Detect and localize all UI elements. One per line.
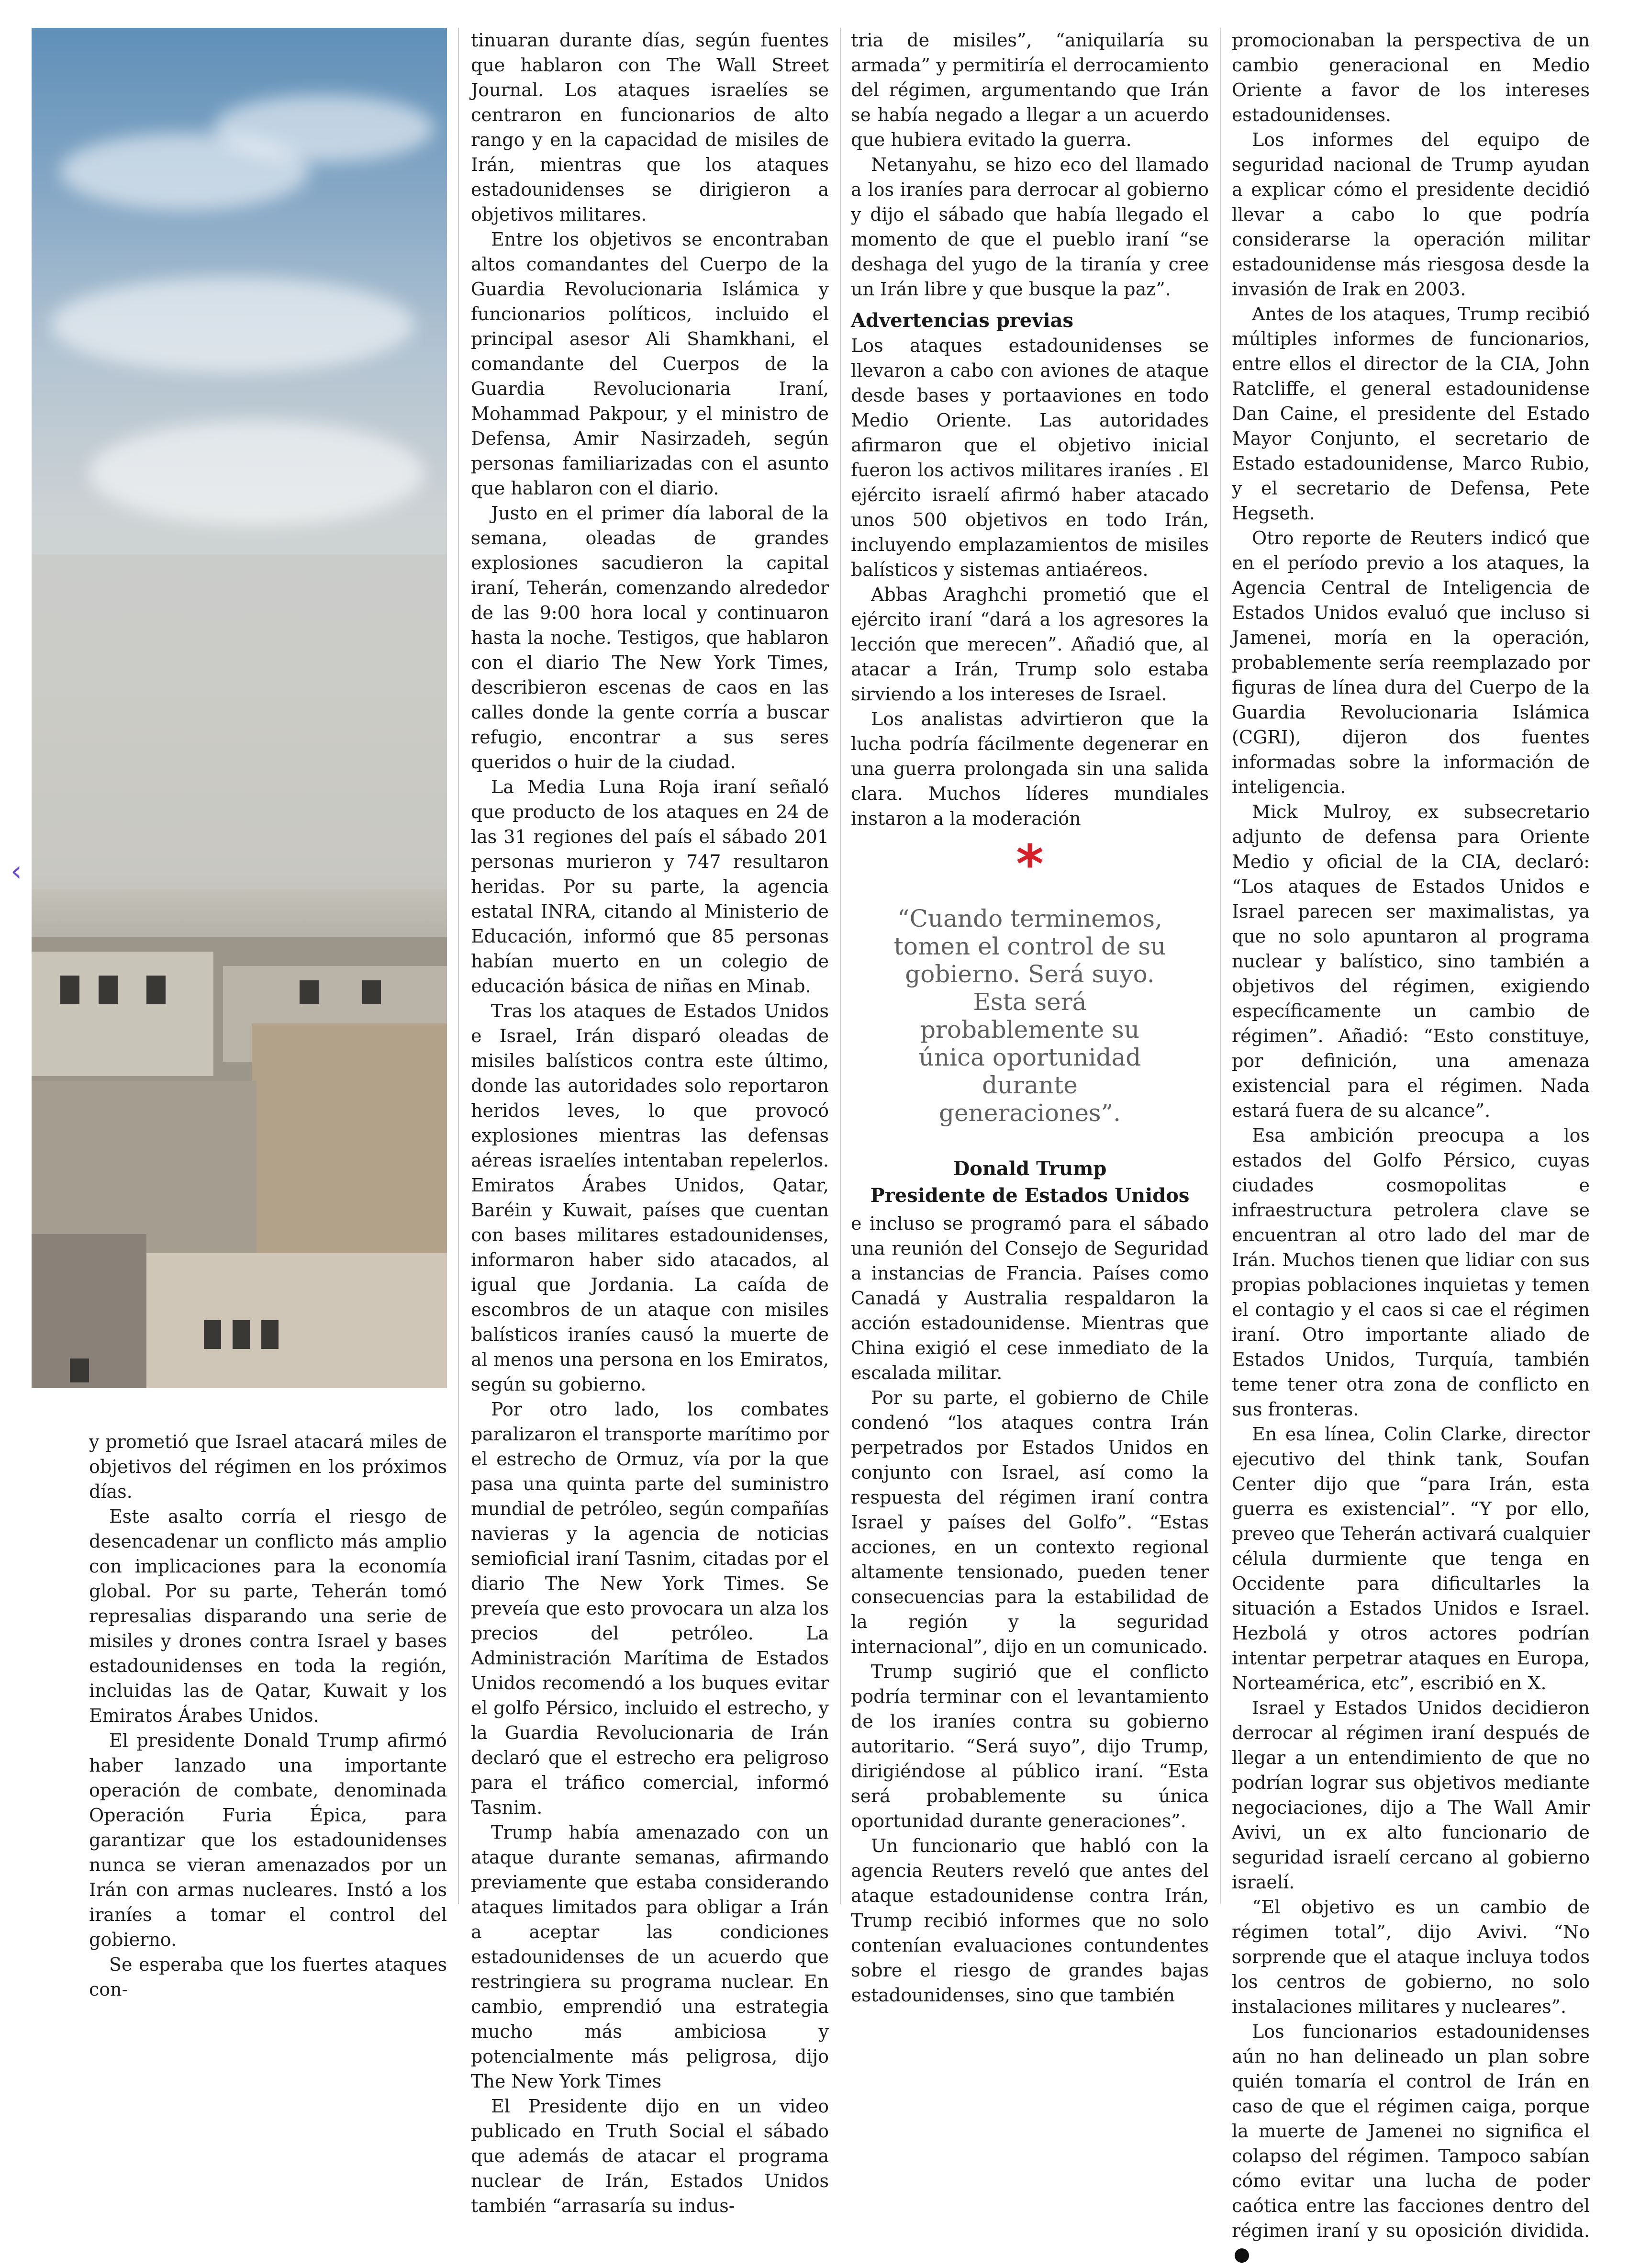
article-column-3-bottom (851, 1211, 1209, 2008)
paragraph: Se esperaba que los fuertes ataques con- (89, 1954, 447, 2000)
pull-quote-author: Donald Trump (953, 1157, 1107, 1180)
column-divider (1220, 28, 1221, 1904)
paragraph: e incluso se programó para el sábado una reunión del Consejo de Seguridad a instancias de Francia. Países como Canadá y Australia respaldaron la acción estadounidense. Mientras que China exigió el cese inmediato de la escalada militar. (851, 1213, 1209, 1383)
paragraph: tria de misiles”, “aniquilaría su armada” y permitiría el derrocamiento del régimen, argumentando que Irán se había negado a llegar a un acuerdo que hubiera evitado la guerra. (851, 30, 1209, 150)
article-column-1 (89, 1429, 447, 2002)
paragraph: “El objetivo es un cambio de régimen total”, dijo Avivi. “No sorprende que el ataque incluya todos los centros de gobierno, no solo instalaciones militares y nucleares”. (1232, 1897, 1590, 2017)
pull-quote-text: “Cuando terminemos, tomen el control de su gobierno. Será suyo. Esta será probablemente su única oportunidad durante generaciones”. (893, 905, 1166, 1127)
paragraph: Antes de los ataques, Trump recibió múltiples informes de funcionarios, entre ellos el director de la CIA, John Ratcliffe, el general estadounidense Dan Caine, el presidente del Estado Mayor Conjunto, el secretario de Estado estadounidense, Marco Rubio, y el secretario de Defensa, Pete Hegseth. (1232, 303, 1590, 524)
paragraph: promocionaban la perspectiva de un cambio generacional en Medio Oriente a favor de los intereses estadounidenses. (1232, 30, 1590, 125)
asterisk-icon: * (1016, 833, 1044, 895)
article-column-2 (471, 28, 829, 2218)
paragraph: Por otro lado, los combates paralizaron el transporte marítimo por el estrecho de Ormuz, vía por la que pasa una quinta parte del suministro mundial de petróleo, según compañías navieras y la agencia de noticias semioficial iraní Tasnim, citadas por el diario The New York Times. Se preveía que esto provocara un alza los precios del petróleo. La Administración Marítima de Estados Unidos recomendó a los buques evitar el golfo Pérsico, incluido el estrecho, y la Guardia Revolucionaria de Irán declaró que el estrecho era peligroso para el tráfico comercial, informó Tasnim. (471, 1399, 829, 1818)
paragraph: Un funcionario que habló con la agencia Reuters reveló que antes del ataque estadounidense contra Irán, Trump recibió informes que no solo contenían evaluaciones contundentes sobre el riesgo de grandes bajas estadounidenses, sino que también (851, 1835, 1209, 2006)
paragraph: Por su parte, el gobierno de Chile condenó “los ataques contra Irán perpetrados por Estados Unidos en conjunto con Israel, así como la respuesta del régimen iraní contra Israel y países del Golfo”. “Estas acciones, en un contexto regional altamente tensionado, pueden tener consecuencias para la estabilidad de la región y la seguridad internacional”, dijo en un comunicado. (851, 1387, 1209, 1657)
paragraph: El presidente Donald Trump afirmó haber lanzado una importante operación de combate, denominada Operación Furia Épica, para garantizar que los estadounidenses nunca se vieran amenazados por un Irán con armas nucleares. Instó a los iraníes a tomar el control del gobierno. (89, 1730, 447, 1950)
paragraph: El Presidente dijo en un video publicado en Truth Social el sábado que además de atacar el programa nuclear de Irán, Estados Unidos también “arrasaría su indus- (471, 2096, 829, 2216)
paragraph: Tras los ataques de Estados Unidos e Israel, Irán disparó oleadas de misiles balísticos contra este último, donde las autoridades solo reportaron heridos leves, lo que provocó explosiones mientras las defensas aéreas israelíes intentaban repelerlos. Emiratos Árabes Unidos, Qatar, Baréin y Kuwait, países que cuentan con bases militares estadounidenses, informaron haber sido atacados, al igual que Jordania. La caída de escombros de un ataque con misiles balísticos iraníes causó la muerte de al menos una persona en los Emiratos, según su gobierno. (471, 1000, 829, 1395)
paragraph: Este asalto corría el riesgo de desencadenar un conflicto más amplio con implicaciones para la economía global. Por su parte, Teherán tomó represalias disparando una serie de misiles y drones contra Israel y bases estadounidenses en toda la región, incluidas las de Qatar, Kuwait y los Emiratos Árabes Unidos. (89, 1506, 447, 1726)
paragraph: tinuaran durante días, según fuentes que hablaron con The Wall Street Journal. Los ataques israelíes se centraron en funcionarios de alto rango y en la capacidad de misiles de Irán, mientras que los ataques estadounidenses se dirigieron a objetivos militares. (471, 30, 829, 225)
paragraph: Los informes del equipo de seguridad nacional de Trump ayudan a explicar cómo el presidente decidió llevar a cabo lo que podría considerarse la operación militar estadounidense más riesgosa desde la invasión de Irak en 2003. (1232, 129, 1590, 300)
paragraph: Los analistas advirtieron que la lucha podría fácilmente degenerar en una guerra prolongada sin una salida clara. Muchos líderes mundiales instaron a la moderación (851, 708, 1209, 829)
paragraph: y prometió que Israel atacará miles de objetivos del régimen en los próximos días. (89, 1431, 447, 1502)
paragraph: Trump había amenazado con un ataque durante semanas, afirmando previamente que estaba considerando ataques limitados para obligar a Irán a aceptar las condiciones estadounidenses de un acuerdo que restringiera su programa nuclear. En cambio, emprendió una estrategia mucho más ambiciosa y potencialmente más peligrosa, dijo The New York Times (471, 1822, 829, 2092)
paragraph: Esa ambición preocupa a los estados del Golfo Pérsico, cuyas ciudades cosmopolitas e infraestructura petrolera clave se encuentran al otro lado del mar de Irán. Muchos tienen que lidiar con sus propias poblaciones inquietas y temen el contagio y el caos si cae el régimen iraní. Otro importante aliado de Estados Unidos, Turquía, también teme tener otra zona de conflicto en sus fronteras. (1232, 1125, 1590, 1420)
paragraph: Trump sugirió que el conflicto podría terminar con el levantamiento de los iraníes contra su gobierno autoritario. “Será suyo”, dijo Trump, dirigiéndose al público iraní. “Esta será probablemente su única oportunidad durante generaciones”. (851, 1661, 1209, 1831)
column-divider (840, 28, 841, 1904)
paragraph: Los ataques estadounidenses se llevaron a cabo con aviones de ataque desde bases y portaaviones en todo Medio Oriente. Las autoridades afirmaron que el objetivo inicial fueron los activos militares iraníes . El ejército israelí afirmó haber atacado unos 500 objetivos en todo Irán, incluyendo emplazamientos de misiles balísticos y sistemas antiaéreos. (851, 335, 1209, 580)
paragraph: Abbas Araghchi prometió que el ejército iraní “dará a los agresores la lección que merecen”. Añadió que, al atacar a Irán, Trump solo estaba sirviendo a los intereses de Israel. (851, 584, 1209, 705)
pull-quote-role: Presidente de Estados Unidos (870, 1184, 1190, 1207)
column-divider (458, 28, 459, 1904)
paragraph: Entre los objetivos se encontraban altos comandantes del Cuerpo de la Guardia Revolucionaria Islámica y funcionarios políticos, incluido el principal asesor Ali Shamkhani, el comandante del Cuerpos de la Guardia Revolucionaria Iraní, Mohammad Pakpour, y el ministro de Defensa, Amir Nasirzadeh, según personas familiarizadas con el asunto que hablaron con el diario. (471, 229, 829, 499)
previous-page-chevron-icon[interactable]: ‹ (11, 854, 22, 888)
paragraph: Otro reporte de Reuters indicó que en el período previo a los ataques, la Agencia Central de Inteligencia de Estados Unidos evaluó que incluso si Jamenei, moría en la operación, probablemente sería reemplazado por figuras de línea dura del Cuerpo de la Guardia Revolucionaria Islámica (CGRI), dijeron dos fuentes informadas sobre la información de inteligencia. (1232, 528, 1590, 797)
end-of-article-dot-icon (1235, 2248, 1249, 2263)
paragraph: Israel y Estados Unidos decidieron derrocar al régimen iraní después de llegar a un entendimiento de que no podrían lograr sus objetivos mediante negociaciones, dijo a The Wall Amir Avivi, un ex alto funcionario de seguridad israelí cercano al gobierno israelí. (1232, 1697, 1590, 1893)
section-heading: Advertencias previas (851, 309, 1074, 332)
article-column-3-top (851, 28, 1209, 831)
article-column-4 (1232, 28, 1590, 2268)
pull-quote (851, 833, 1209, 1209)
article-photo (32, 28, 447, 1388)
paragraph: La Media Luna Roja iraní señaló que producto de los ataques en 24 de las 31 regiones del país el sábado 201 personas murieron y 747 resultaron heridas. Por su parte, la agencia estatal INRA, citando al Ministerio de Educación, informó que 85 personas habían muerto en un colegio de educación básica de niñas en Minab. (471, 776, 829, 997)
paragraph-text: Los funcionarios estadounidenses aún no han delineado un plan sobre quién tomaría el control de Irán en caso de que el régimen caiga, porque la muerte de Jamenei no significa el colapso del régimen. Tampoco sabían cómo evitar una lucha de poder caótica entre las facciones dentro del régimen iraní y su oposición dividida. (1232, 2021, 1590, 2241)
paragraph: En esa línea, Colin Clarke, director ejecutivo del think tank, Soufan Center dijo que “para Irán, esta guerra es existencial”. “Y por ello, preveo que Teherán activará cualquier célula durmiente que tenga en Occidente para dificultarles la situación a Estados Unidos e Israel. Hezbolá y otros actores podrían intentar perpetrar ataques en Europa, Norteamérica, etc”, escribió en X. (1232, 1424, 1590, 1694)
paragraph: Mick Mulroy, ex subsecretario adjunto de defensa para Oriente Medio y oficial de la CIA, declaró: “Los ataques de Estados Unidos e Israel parecen ser maximalistas, ya que no solo apuntaron al programa nuclear y balístico, sino también a objetivos del régimen, exigiendo específicamente un cambio de régimen”. Añadió: “Esto constituye, por definición, una amenaza existencial para el régimen. Nada estará fuera de su alcance”. (1232, 801, 1590, 1121)
paragraph: Justo en el primer día laboral de la semana, oleadas de grandes explosiones sacudieron la capital iraní, Teherán, comenzando alrededor de las 9:00 hora local y continuaron hasta la noche. Testigos, que hablaron con el diario The New York Times, describieron escenas de caos en las calles donde la gente corría a buscar refugio, encontrar a sus seres queridos o huir de la ciudad. (471, 503, 829, 773)
paragraph (1232, 2019, 1590, 2268)
paragraph: Netanyahu, se hizo eco del llamado a los iraníes para derrocar al gobierno y dijo el sábado que había llegado el momento de que el pueblo iraní “se deshaga del yugo de la tiranía y cree un Irán libre y que busque la paz”. (851, 154, 1209, 300)
